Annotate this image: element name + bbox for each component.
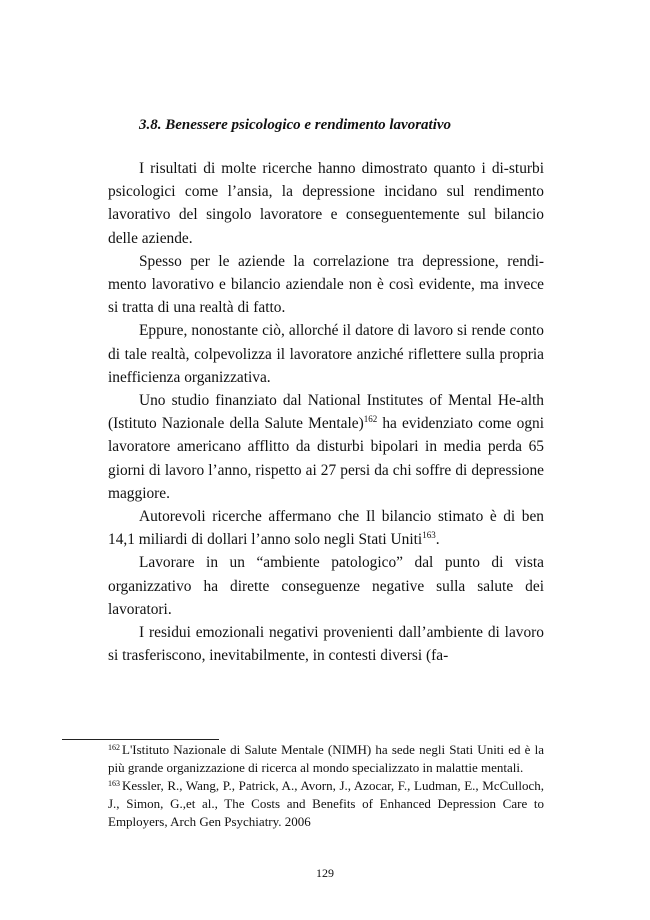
footnote-ref-163: 163	[422, 530, 436, 541]
paragraph-7: I residui emozionali negativi provenienti dall’ambiente di lavoro si trasferiscono, inevitabilmente, in contesti diversi (fa-	[108, 624, 544, 665]
paragraph-4-text-after: ha evidenziato come ogni lavoratore americano afflitto da disturbi bipolari in media perda 65 giorni di lavoro l’anno, rispetto ai 27 persi da chi soffre di depressione maggiore.	[108, 415, 545, 502]
paragraph-4-text-before: Uno studio finanziato dal National Institutes of Mental He-alth (Istituto Nazionale della Salute Mentale)	[108, 392, 544, 433]
section-heading: 3.8. Benessere psicologico e rendimento lavorativo	[139, 117, 452, 133]
footnotes	[108, 741, 544, 831]
footnote-number: 163	[108, 779, 120, 788]
paragraph-2: Spesso per le aziende la correlazione tra depressione, rendi-mento lavorativo e bilancio aziendale non è così evidente, ma invece si tratta di una realtà di fatto.	[108, 252, 544, 317]
footnote-text: Kessler, R., Wang, P., Patrick, A., Avorn, J., Azocar, F., Ludman, E., McCulloch, J., Simon, G.,et al., The Costs and Benefits of Enhanced Depression Care to Employers, Arch Gen Psychiatry. 2006	[108, 778, 544, 829]
paragraph-6: Lavorare in un “ambiente patologico” dal punto di vista organizzativo ha dirette conseguenze negative sulla salute dei lavoratori.	[108, 554, 544, 618]
footnote-text: L'Istituto Nazionale di Salute Mentale (NIMH) ha sede negli Stati Uniti ed è la più grande organizzazione di ricerca al mondo specializzato in malattie mentali.	[108, 742, 544, 775]
paragraph-4	[108, 389, 544, 505]
footnote-separator	[62, 739, 219, 740]
paragraph-5	[108, 505, 544, 551]
footnote-ref-162: 162	[363, 414, 378, 425]
paragraph-5-text-after: .	[435, 531, 440, 549]
paragraph-1: I risultati di molte ricerche hanno dimostrato quanto i di-sturbi psicologici come l’ansia, la depressione incidano sul rendimento lavorativo del singolo lavoratore e conseguentemente sul bilancio delle aziende.	[108, 160, 544, 247]
body-text	[108, 157, 544, 667]
page-number: 129	[316, 866, 334, 880]
footnote-number: 162	[108, 743, 120, 752]
paragraph-5-text-before: Autorevoli ricerche affermano che Il bilancio stimato è di ben 14,1 miliardi di dollari l’anno solo negli Stati Uniti	[108, 508, 544, 549]
paragraph-3: Eppure, nonostante ciò, allorché il datore di lavoro si rende conto di tale realtà, colpevolizza il lavoratore anziché riflettere sulla propria inefficienza organizzativa.	[108, 322, 544, 386]
footnote-163	[108, 777, 544, 831]
footnote-162	[108, 741, 544, 777]
